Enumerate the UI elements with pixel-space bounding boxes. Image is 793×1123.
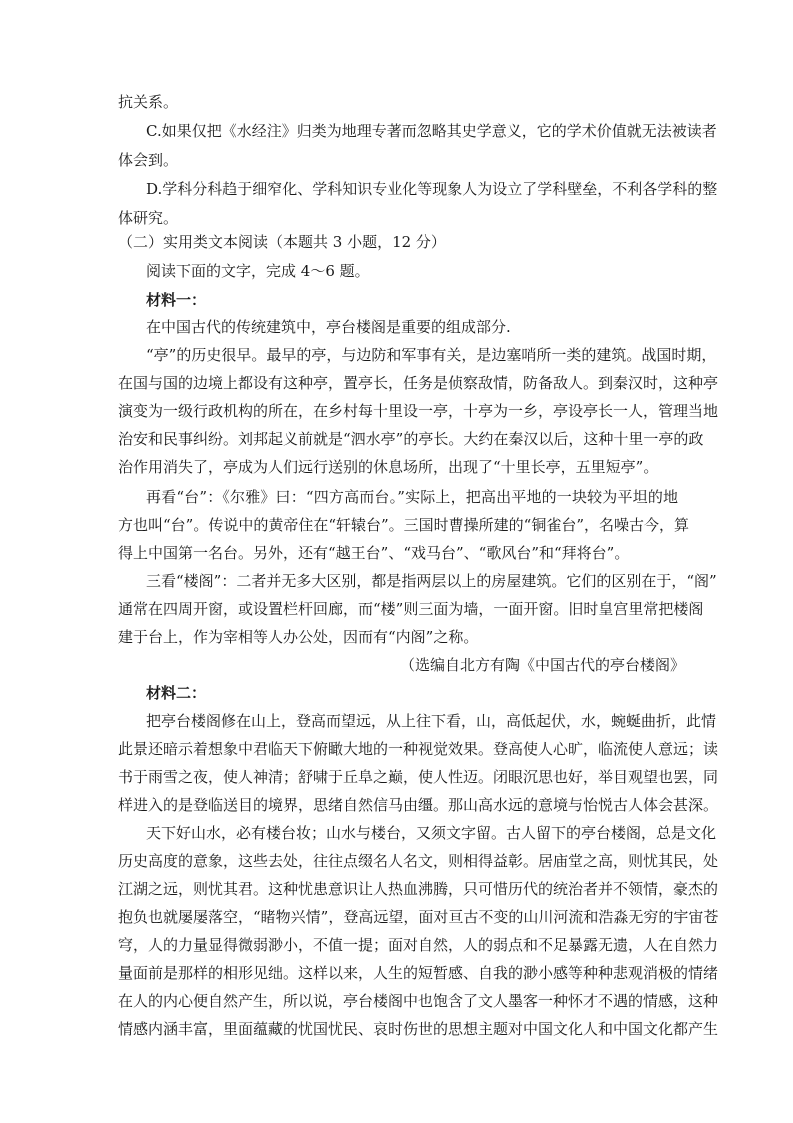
text-line: 演变为一级行政机构的所在，在乡村每十里设一亭，十亭为一乡，亭设亭长一人，管理当地 (118, 402, 719, 420)
option-d-line-1: D.学科分科趋于细窄化、学科知识专业化等现象人为设立了学科壁垒，不利各学科的整 (146, 180, 718, 198)
text-line: 治安和民事纠纷。刘邦起义前就是“泗水亭”的亭长。大约在秦汉以后，这种十里一亭的政 (118, 430, 704, 448)
option-c-line-1: C.如果仅把《水经注》归类为地理专著而忽略其史学意义，它的学术价值就无法被读者 (146, 122, 717, 140)
text-line: 情感内涵丰富，里面蕴藏的忧国忧民、哀时伤世的思想主题对中国文化人和中国文化都产生 (118, 1020, 719, 1038)
source-citation: （选编自北方有陶《中国古代的亭台楼阁》 (400, 656, 686, 674)
option-c-line-2: 体会到。 (118, 151, 179, 169)
text-line: 建于台上，作为宰相等人办公处，因而有“内阁”之称。 (118, 628, 479, 646)
text-line: 在人的内心便自然产生，所以说，亭台楼阁中也饱含了文人墨客一种怀才不遇的情感，这种 (118, 992, 719, 1010)
material-two-heading: 材料二： (146, 684, 207, 702)
text-line: 此景还暗示着想象中君临天下俯瞰大地的一种视觉效果。登高使人心旷，临流使人意远；读 (118, 740, 719, 758)
text-line: 在中国古代的传统建筑中，亭台楼阁是重要的组成部分. (146, 318, 511, 336)
text-line: 三看“楼阁”：二者并无多大区别，都是指两层以上的房屋建筑。它们的区别在于，“阁” (146, 572, 717, 590)
text-line: 方也叫“台”。传说中的黄帝住在“轩辕台”。三国时曹操所建的“铜雀台”，名噪古今，算 (118, 516, 690, 534)
section-heading: （二）实用类文本阅读（本题共 3 小题，12 分） (118, 233, 446, 251)
text-line: 量面前是那样的相形见绌。这样以来，人生的短暂感、自我的渺小感等种种悲观消极的情绪 (118, 964, 719, 982)
text-line: 书于雨雪之夜，使人神清；舒啸于丘阜之巅，使人性迈。闭眼沉思也好，举目观望也罢，同 (118, 768, 719, 786)
text-line: 天下好山水，必有楼台妆；山水与楼台，又须文字留。古人留下的亭台楼阁，总是文化 (146, 824, 717, 842)
text-line: 在国与国的边境上都设有这种亭，置亭长，任务是侦察敌情，防备敌人。到秦汉时，这种亭 (118, 374, 719, 392)
text-line: 抗关系。 (118, 93, 179, 111)
instruction-line: 阅读下面的文字，完成 4～6 题。 (146, 262, 370, 280)
text-line: 把亭台楼阁修在山上，登高而望远，从上往下看，山，高低起伏，水，蜿蜒曲折，此情 (146, 712, 717, 730)
text-line: 治作用消失了，亭成为人们远行送别的休息场所，出现了“十里长亭，五里短亭”。 (118, 458, 659, 476)
material-one-heading: 材料一： (146, 291, 207, 309)
text-line: 得上中国第一名台。另外，还有“越王台”、“戏马台”、“歌风台”和“拜将台”。 (118, 544, 630, 562)
text-line: “亭”的历史很早。最早的亭，与边防和军事有关，是边塞哨所一类的建筑。战国时期， (146, 346, 717, 364)
text-line: 样进入的是登临送目的境界，思绪自然信马由缰。那山高水远的意境与怡悦古人体会甚深。 (118, 796, 719, 814)
text-line: 江湖之远，则忧其君。这种忧患意识让人热血沸腾，只可惜历代的统治者并不领情，豪杰的 (118, 880, 719, 898)
text-line: 再看“台”：《尔雅》曰：“四方高而台。”实际上，把高出平地的一块较为平坦的地 (146, 488, 678, 506)
text-line: 抱负也就屡屡落空，“睹物兴情”，登高远望，面对亘古不变的山川河流和浩淼无穷的宇宙苍 (118, 908, 719, 926)
text-line: 历史高度的意象，这些去处，往往点缀名人名文，则相得益彰。居庙堂之高，则忧其民，处 (118, 852, 719, 870)
text-line: 通常在四周开窗，或设置栏杆回廊，而“楼”则三面为墙，一面开窗。旧时皇宫里常把楼阁 (118, 600, 704, 618)
option-d-line-2: 体研究。 (118, 209, 179, 227)
text-line: 穹，人的力量显得微弱渺小，不值一提；面对自然，人的弱点和不足暴露无遗，人在自然力 (118, 936, 719, 954)
